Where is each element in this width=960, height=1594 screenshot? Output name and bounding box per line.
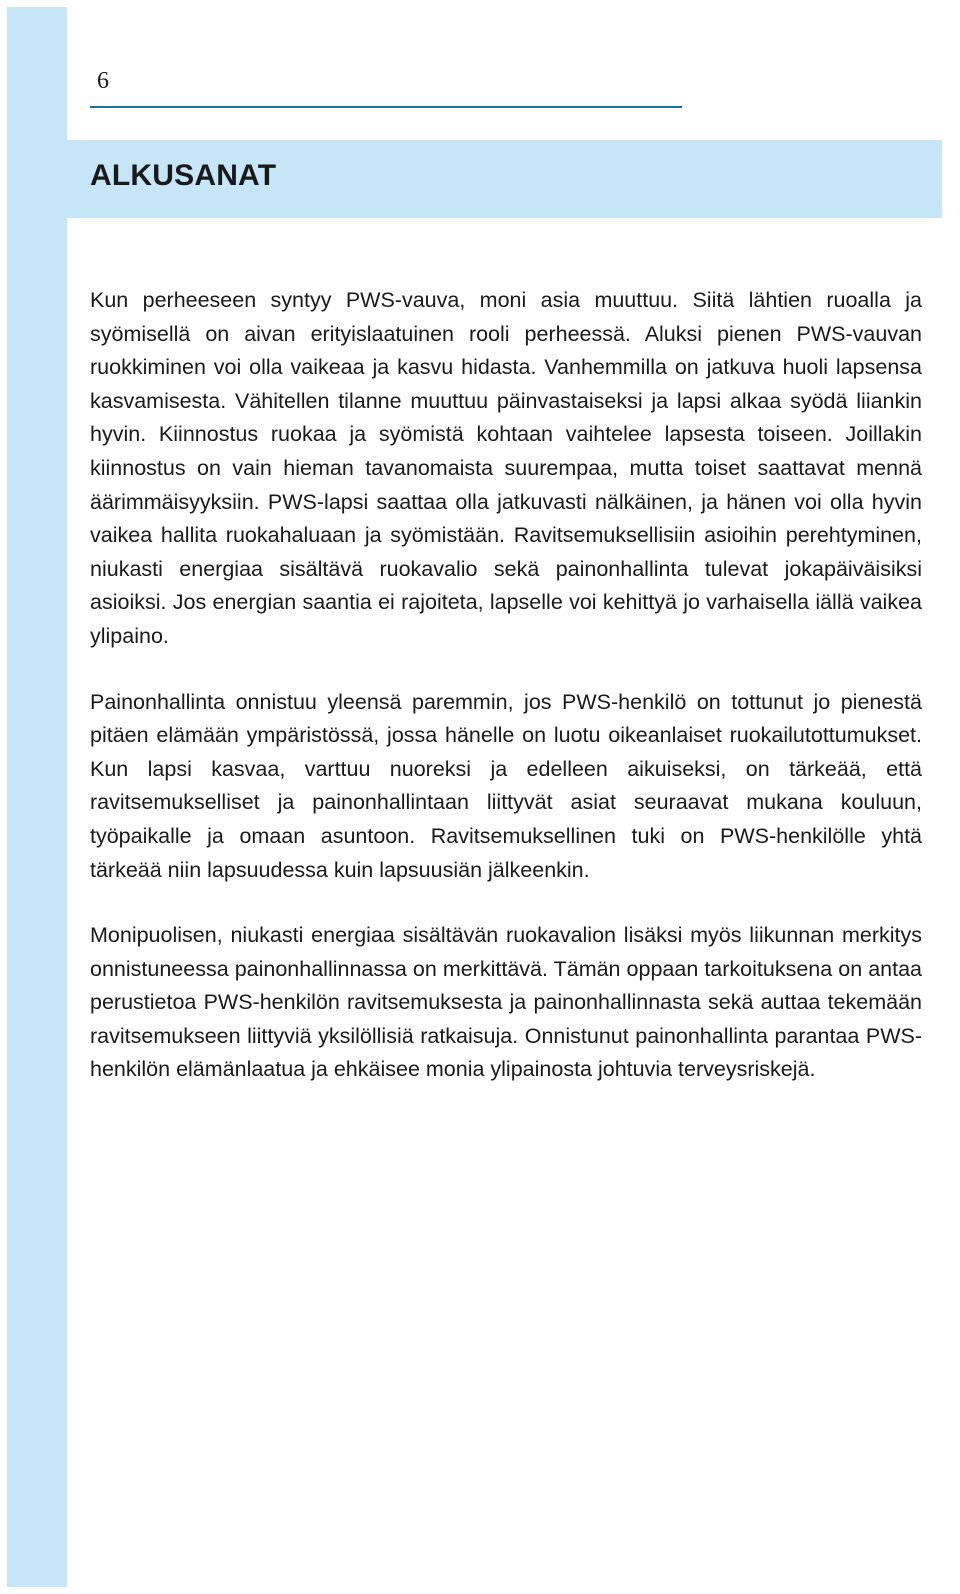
side-color-strip — [7, 7, 67, 1587]
page-title: ALKUSANAT — [90, 159, 277, 192]
header-rule — [90, 106, 682, 108]
page-number: 6 — [97, 68, 109, 94]
body-text — [90, 284, 922, 1119]
paragraph-3: Monipuolisen, niukasti energiaa sisältävän ruokavalion lisäksi myös liikunnan merkitys onnistuneessa painonhallinnassa on merkittävä. Tämän oppaan tarkoituksena on antaa perustietoa PWS-henkilön ravitsemuksesta ja painonhallinnasta sekä auttaa tekemään ravitsemukseen liittyviä yksilöllisiä ratkaisuja. Onnistunut painonhallinta parantaa PWS-henkilön elämänlaatua ja ehkäisee monia ylipainosta johtuvia terveysriskejä. — [90, 923, 922, 1082]
paragraph-2: Painonhallinta onnistuu yleensä paremmin, jos PWS-henkilö on tottunut jo pienestä pitäen elämään ympäristössä, jossa hänelle on luotu oikeanlaiset ruokailutottumukset. Kun lapsi kasvaa, varttuu nuoreksi ja edelleen aikuiseksi, on tärkeää, että ravitsemukselliset ja painonhallintaan liittyvät asiat seuraavat mukana kouluun, työpaikalle ja omaan asuntoon. Ravitsemuksellinen tuki on PWS-henkilölle yhtä tärkeää niin lapsuudessa kuin lapsuusiän jälkeenkin. — [90, 689, 922, 882]
paragraph-1: Kun perheeseen syntyy PWS-vauva, moni asia muuttuu. Siitä lähtien ruoalla ja syömisellä on aivan erityislaatuinen rooli perheessä. Aluksi pienen PWS-vauvan ruokkiminen voi olla vaikeaa ja kasvu hidasta. Vanhemmilla on jatkuva huoli lapsensa kasvamisesta. Vähitellen tilanne muuttuu päinvastaiseksi ja lapsi alkaa syödä liiankin hyvin. Kiinnostus ruokaa ja syömistä kohtaan vaihtelee lapsesta toiseen. Joillakin kiinnostus on vain hieman tavanomaista suurempaa, mutta toiset saattavat mennä äärimmäisyyksiin. PWS-lapsi saattaa olla jatkuvasti nälkäinen, ja hänen voi olla hyvin vaikea hallita ruokahaluaan ja syömistään. Ravitsemuksellisiin asioihin perehtyminen, niukasti energiaa sisältävä ruokavalio sekä painonhallinta tulevat jokapäiväisiksi asioiksi. Jos energian saantia ei rajoiteta, lapselle voi kehittyä jo varhaisella iällä vaikea ylipaino. — [90, 288, 922, 648]
